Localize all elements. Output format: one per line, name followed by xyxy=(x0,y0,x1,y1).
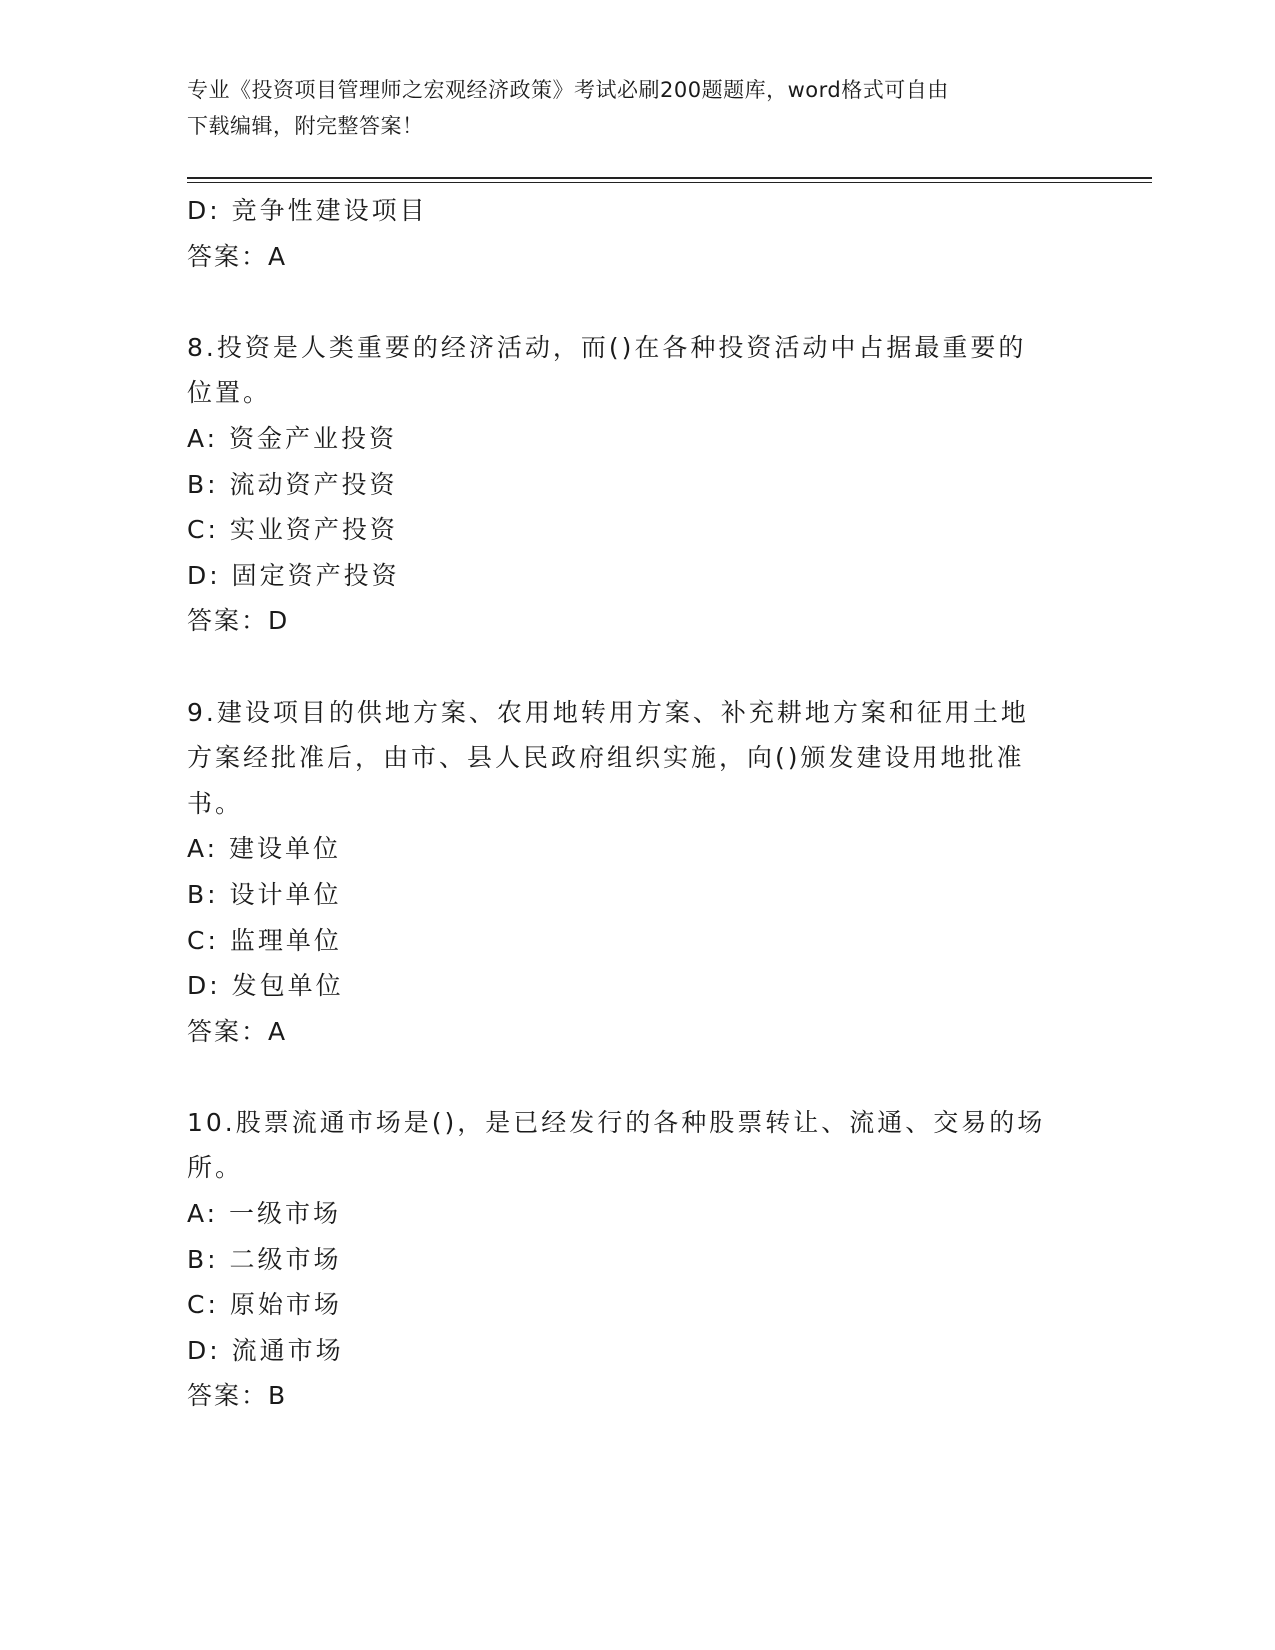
question-stem: 8.投资是人类重要的经济活动，而()在各种投资活动中占据最重要的 xyxy=(187,332,1027,362)
answer-line: 答案：A xyxy=(187,241,288,271)
option-d: D: 流通市场 xyxy=(187,1335,344,1365)
question-stem: 9.建设项目的供地方案、农用地转用方案、补充耕地方案和征用土地 xyxy=(187,697,1029,727)
option-b: B: 流动资产投资 xyxy=(187,469,398,499)
option-a: A: 资金产业投资 xyxy=(187,423,398,453)
answer-line: 答案：A xyxy=(187,1016,288,1046)
question-stem: 10.股票流通市场是()，是已经发行的各种股票转让、流通、交易的场 xyxy=(187,1107,1046,1137)
option-d: D: 固定资产投资 xyxy=(187,560,400,590)
answer-line: 答案：D xyxy=(187,606,290,636)
option-a: A: 一级市场 xyxy=(187,1199,342,1229)
document-header xyxy=(187,72,1067,144)
question-stem: 书。 xyxy=(187,788,244,818)
header-divider-thick xyxy=(187,177,1152,179)
question-10 xyxy=(187,1100,1077,1419)
option-c: C: 原始市场 xyxy=(187,1290,342,1320)
option-c: C: 监理单位 xyxy=(187,925,342,955)
question-stem: 位置。 xyxy=(187,378,272,408)
question-stem: 方案经批准后，由市、县人民政府组织实施，向()颁发建设用地批准 xyxy=(187,743,1025,773)
option-a: A: 建设单位 xyxy=(187,834,342,864)
question-8 xyxy=(187,325,1077,644)
question-stem: 所。 xyxy=(187,1153,244,1183)
header-line-2: 下载编辑，附完整答案！ xyxy=(187,114,424,138)
header-line-1: 专业《投资项目管理师之宏观经济政策》考试必刷200题题库，word格式可自由 xyxy=(187,78,949,102)
option-d: D: 竞争性建设项目 xyxy=(187,196,428,225)
question-9 xyxy=(187,690,1077,1055)
option-b: B: 设计单位 xyxy=(187,879,342,909)
answer-line: 答案：B xyxy=(187,1381,288,1411)
option-d: D: 发包单位 xyxy=(187,971,344,1001)
header-divider-thin xyxy=(187,182,1152,183)
option-c: C: 实业资产投资 xyxy=(187,515,398,545)
option-b: B: 二级市场 xyxy=(187,1244,342,1274)
document-body xyxy=(187,188,1077,1419)
